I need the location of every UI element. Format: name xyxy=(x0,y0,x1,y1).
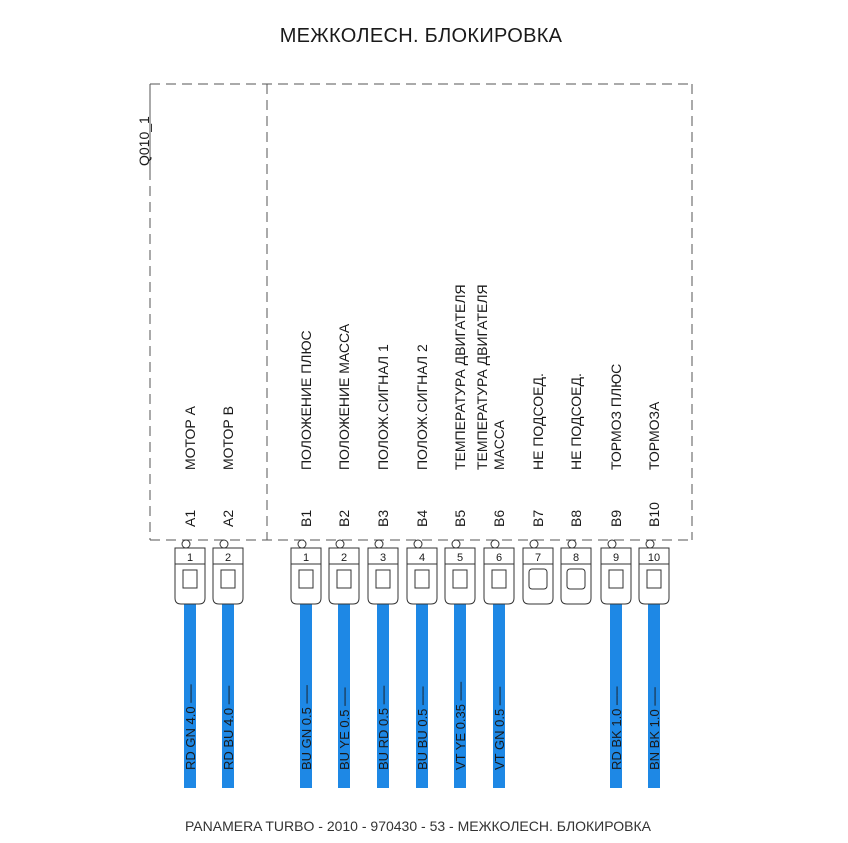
pin-label: B5 xyxy=(452,509,468,527)
wire-label: BN BK 1.0 ── xyxy=(647,687,662,770)
pin-socket xyxy=(647,570,661,588)
connector-number: 3 xyxy=(379,552,387,564)
pin-socket xyxy=(453,570,467,588)
pin-description: ТЕМПЕРАТУРА ДВИГАТЕЛЯ xyxy=(474,284,490,470)
pin-b5 xyxy=(445,284,475,788)
diagram-title: МЕЖКОЛЕСН. БЛОКИРОВКА xyxy=(279,25,563,47)
pin-description: МАССА xyxy=(491,420,507,470)
connector-number: 1 xyxy=(302,552,310,564)
wire-label: BU YE 0.5 ── xyxy=(337,687,352,770)
wire-label: BU GN 0.5 ── xyxy=(299,685,314,770)
terminal-circle xyxy=(298,540,306,548)
pin-b8 xyxy=(561,373,591,604)
pin-description: ТОРМОЗ ПЛЮС xyxy=(608,363,624,470)
pin-label: B10 xyxy=(646,502,662,527)
wire-label: VT YE 0.35 ── xyxy=(453,681,468,770)
pin-description: ТОРМОЗА xyxy=(646,401,662,470)
pin-socket xyxy=(337,570,351,588)
connector-number: 6 xyxy=(495,552,503,564)
connector-number: 2 xyxy=(340,552,348,564)
connector-number: 4 xyxy=(418,552,426,564)
wire-label: RD BK 1.0 ── xyxy=(609,686,624,770)
wire-label: VT GN 0.5 ── xyxy=(492,686,507,770)
pin-a1 xyxy=(175,405,205,788)
connector-number: 9 xyxy=(612,552,620,564)
connector-number: 5 xyxy=(456,552,464,564)
pin-b10 xyxy=(639,401,669,788)
pin-socket xyxy=(376,570,390,588)
connector-number: 7 xyxy=(534,552,542,564)
pin-socket xyxy=(609,570,623,588)
pin-label: B2 xyxy=(336,509,352,527)
terminal-circle xyxy=(568,540,576,548)
wire-label: BU BU 0.5 ── xyxy=(415,686,430,770)
terminal-circle xyxy=(452,540,460,548)
terminal-circle xyxy=(375,540,383,548)
pin-label: B8 xyxy=(568,509,584,527)
pin-b2 xyxy=(329,323,359,788)
terminal-circle xyxy=(491,540,499,548)
wire-label: RD BU 4.0 ── xyxy=(221,685,236,770)
connector-number: 10 xyxy=(647,552,661,564)
component-outline xyxy=(150,84,692,540)
connector-number: 1 xyxy=(186,552,194,564)
pin-b9 xyxy=(601,364,631,788)
pin-label: B6 xyxy=(491,509,507,527)
terminal-circle xyxy=(414,540,422,548)
pin-label: B4 xyxy=(414,509,430,527)
pin-b4 xyxy=(407,344,437,788)
pin-a2 xyxy=(213,406,243,788)
pin-b1 xyxy=(291,330,321,788)
pin-socket xyxy=(415,570,429,588)
pin-label: B9 xyxy=(608,509,624,527)
pin-description: ПОЛОЖ.СИГНАЛ 2 xyxy=(414,344,430,470)
pin-description: НЕ ПОДСОЕД. xyxy=(530,373,546,470)
wire-label: BU RD 0.5 ── xyxy=(376,685,391,770)
connector-number: 2 xyxy=(224,552,232,564)
terminal-circle xyxy=(608,540,616,548)
pin-description: ПОЛОЖЕНИЕ ПЛЮС xyxy=(298,330,314,470)
pin-socket xyxy=(567,569,585,589)
pin-label: B1 xyxy=(298,509,314,527)
pin-socket xyxy=(221,570,235,588)
pin-label: B3 xyxy=(375,509,391,527)
pin-b3 xyxy=(368,344,398,788)
pin-label: A2 xyxy=(220,509,236,527)
pin-description: ПОЛОЖ.СИГНАЛ 1 xyxy=(375,344,391,470)
pin-label: A1 xyxy=(182,509,198,527)
pin-socket xyxy=(299,570,313,588)
pin-description: ПОЛОЖЕНИЕ МАССА xyxy=(336,323,352,470)
terminal-circle xyxy=(646,540,654,548)
terminal-circle xyxy=(336,540,344,548)
pin-description: МОТОР В xyxy=(220,406,236,470)
pin-label: B7 xyxy=(530,509,546,527)
pin-description: МОТОР А xyxy=(182,406,198,470)
pin-socket xyxy=(529,569,547,589)
pin-socket xyxy=(183,570,197,588)
pin-socket xyxy=(492,570,506,588)
terminal-circle xyxy=(220,540,228,548)
pin-b7 xyxy=(523,373,553,604)
footer-caption: PANAMERA TURBO - 2010 - 970430 - 53 - МЕЖКОЛЕСН. БЛОКИРОВКА xyxy=(184,818,652,834)
pin-description: НЕ ПОДСОЕД. xyxy=(568,373,584,470)
component-id-label: Q010_1 xyxy=(136,116,152,166)
terminal-circle xyxy=(530,540,538,548)
terminal-circle xyxy=(182,540,190,548)
connector-number: 8 xyxy=(572,552,580,564)
pin-b6 xyxy=(474,284,514,788)
pin-description: ТЕМПЕРАТУРА ДВИГАТЕЛЯ xyxy=(452,284,468,470)
wire-label: RD GN 4.0 ── xyxy=(183,684,198,770)
